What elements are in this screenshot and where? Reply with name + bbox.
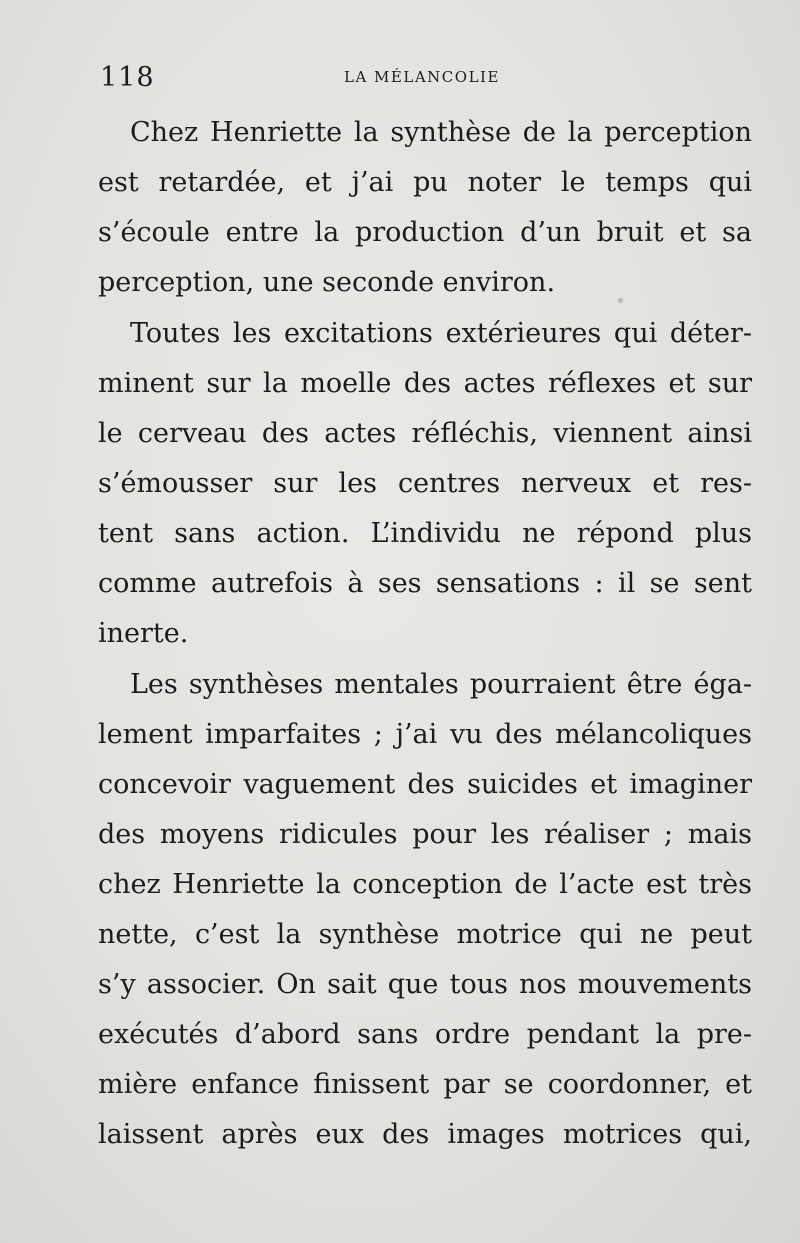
text-line: minent sur la moelle des actes réflexes et sur [98,368,752,399]
text-line: lement imparfaites ; j’ai vu des mélancoliques [98,719,752,750]
running-title: LA MÉLANCOLIE [344,68,500,86]
paragraph-2 [98,309,752,659]
text-line: comme autrefois à ses sensations : il se sent [98,568,752,599]
text-line: Toutes les excitations extérieures qui déter- [130,318,752,349]
text-line: concevoir vaguement des suicides et imaginer [98,769,752,800]
body-text [98,108,752,1161]
paragraph-1 [98,108,752,308]
text-line: nette, c’est la synthèse motrice qui ne peut [98,919,752,950]
text-line: tent sans action. L’individu ne répond plus [98,518,752,549]
text-line: Chez Henriette la synthèse de la perception [130,117,752,148]
text-line: est retardée, et j’ai pu noter le temps qui [98,167,752,198]
text-line: s’émousser sur les centres nerveux et res- [98,468,752,499]
text-line: mière enfance finissent par se coordonner, et [98,1069,752,1100]
text-line: Les synthèses mentales pourraient être éga- [130,669,752,700]
text-line: perception, une seconde environ. [98,267,556,298]
page-number: 118 [100,62,155,93]
text-line: inerte. [98,618,189,649]
paragraph-3 [98,660,752,1160]
text-line: exécutés d’abord sans ordre pendant la pre- [98,1019,752,1050]
text-line: laissent après eux des images motrices qui, [98,1119,752,1150]
text-line: chez Henriette la conception de l’acte est très [98,869,752,900]
text-line: des moyens ridicules pour les réaliser ; mais [98,819,752,850]
text-line: le cerveau des actes réfléchis, viennent ainsi [98,418,752,449]
text-line: s’écoule entre la production d’un bruit et sa [98,217,752,248]
text-line: s’y associer. On sait que tous nos mouvements [98,969,752,1000]
running-head [100,62,750,92]
